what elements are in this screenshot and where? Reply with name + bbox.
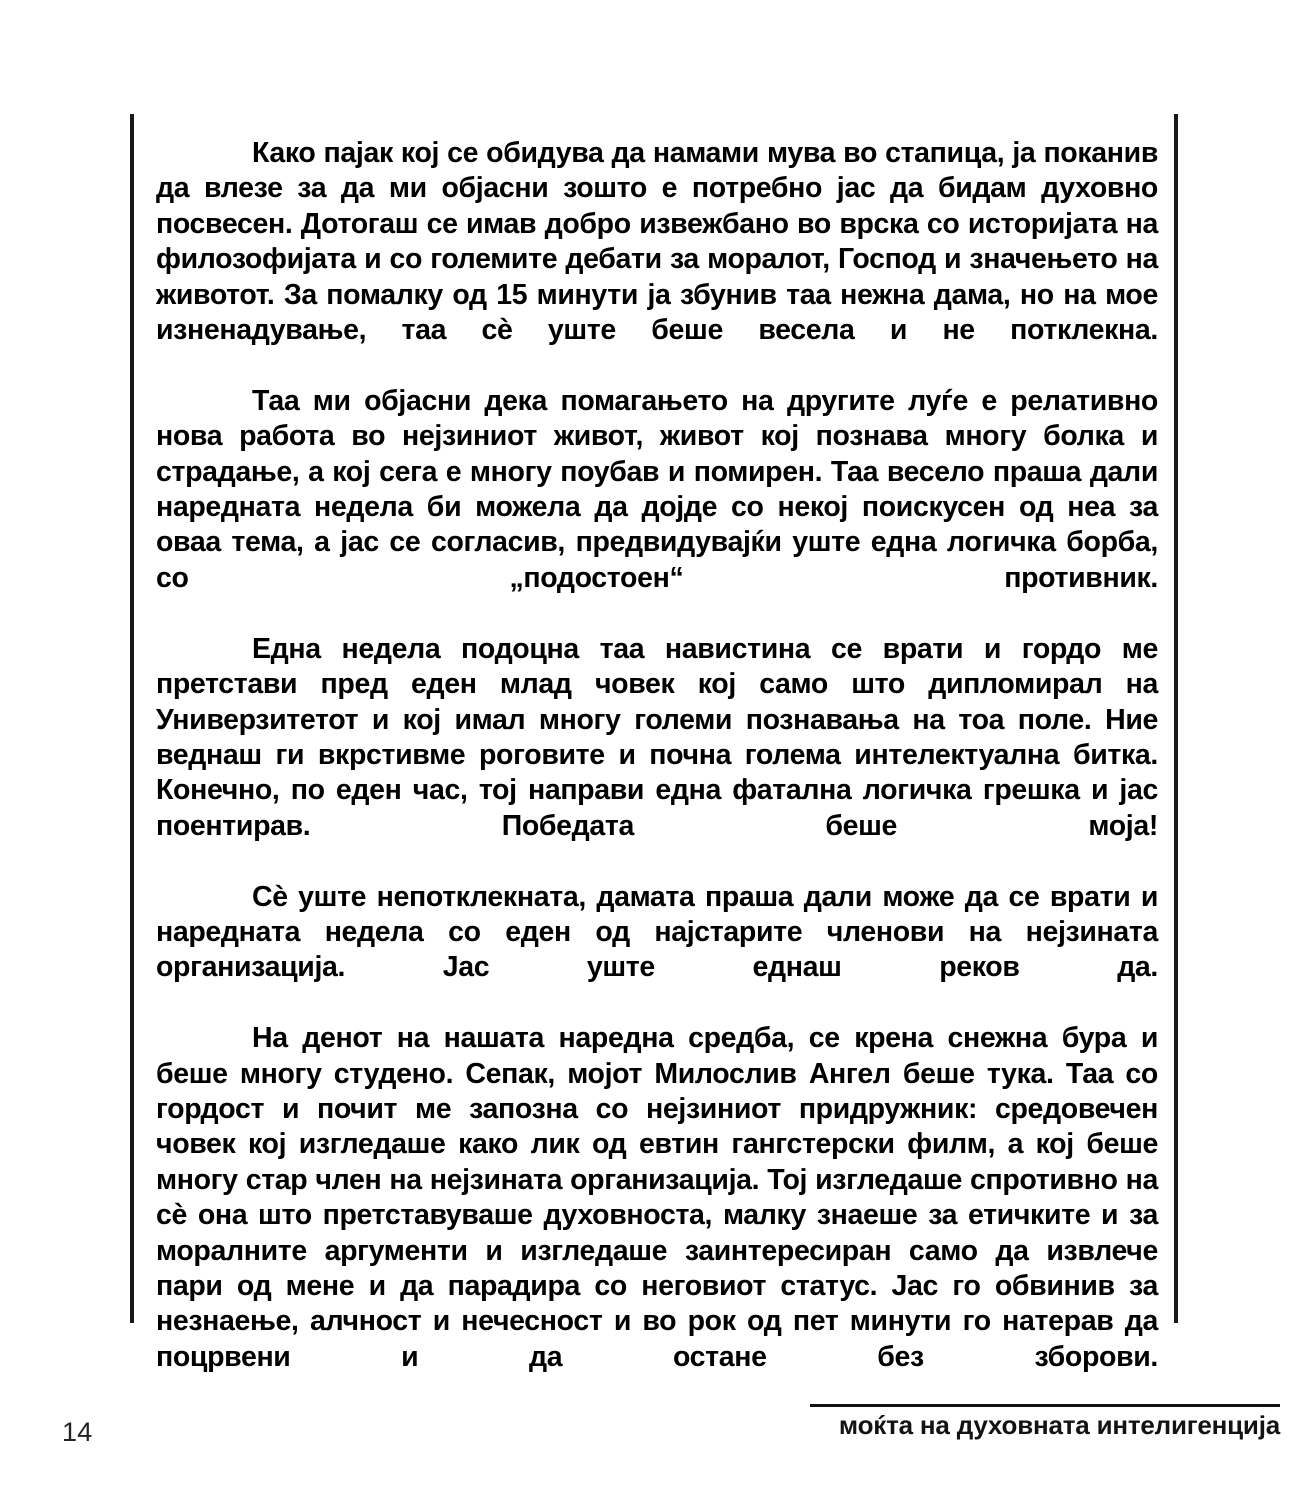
paragraph: Сѐ уште непотклекната, дамата праша дали може да се врати и наредната недела со еден од најстарите членови на нејзината организација. Јас уште еднаш реков да.	[156, 880, 1158, 984]
page-footer	[0, 1404, 1308, 1504]
right-margin-rule	[1174, 114, 1178, 1323]
paragraph: Како пајак кој се обидува да намами мува во стапица, ја поканив да влезе за да ми објасни зошто е потребно јас да бидам духовно посвесен. Дотогаш се имав добро извежбано во врска со историјата на филозофијата и со големите дебати за моралот, Господ и значењето на животот. За помалку од 15 минути ја збунив таа нежна дама, но на мое изненадување, таа сѐ уште беше весела и не потклекна.	[156, 137, 1158, 347]
paragraph: На денот на нашата наредна средба, се крена снежна бура и беше многу студено. Сепак, мојот Милослив Ангел беше тука. Таа со гордост и почит ме запозна со нејзиниот придружник: средовечен човек кој изгледаше како лик од евтин гангстерски филм, а кој беше многу стар член на нејзината организација. Тој изгледаше спротивно на сѐ она што претставуваше духовноста, малку знаеше за етичките и за моралните аргументи и изгледаше заинтересиран само да извлече пари од мене и да парадира со неговиот статус. Јас го обвинив за незнаење, алчност и нечесност и во рок од пет минути го натерав да поцрвени и да остане без зборови.	[156, 1022, 1158, 1373]
paragraph: Таа ми објасни дека помагањето на другите луѓе е релативно нова работа во нејзиниот живот, живот кој познава многу болка и страдање, а кој сега е многу поубав и помирен. Таа весело праша дали наредната недела би можела да дојде со некој поискусен од неа за оваа тема, а јас се согласив, предвидувајќи уште една логичка борба, со „подостоен“ противник.	[156, 384, 1158, 594]
body-text-column	[156, 136, 1158, 1411]
running-title: моќта на духовната интелигенција	[838, 1410, 1280, 1440]
paragraph: Една недела подоцна таа навистина се врати и гордо ме претстави пред еден млад човек кој само што дипломирал на Универзитетот и кој имал многу големи познавања на тоа поле. Ние веднаш ги вкрстивме роговите и почна голема интелектуална битка. Конечно, по еден час, тој направи една фатална логичка грешка и јас поентирав. Победата беше моја!	[156, 632, 1158, 842]
page-number: 14	[62, 1417, 93, 1447]
running-head-rule	[810, 1404, 1280, 1407]
left-margin-rule	[130, 114, 134, 1323]
running-head-block	[810, 1404, 1280, 1441]
